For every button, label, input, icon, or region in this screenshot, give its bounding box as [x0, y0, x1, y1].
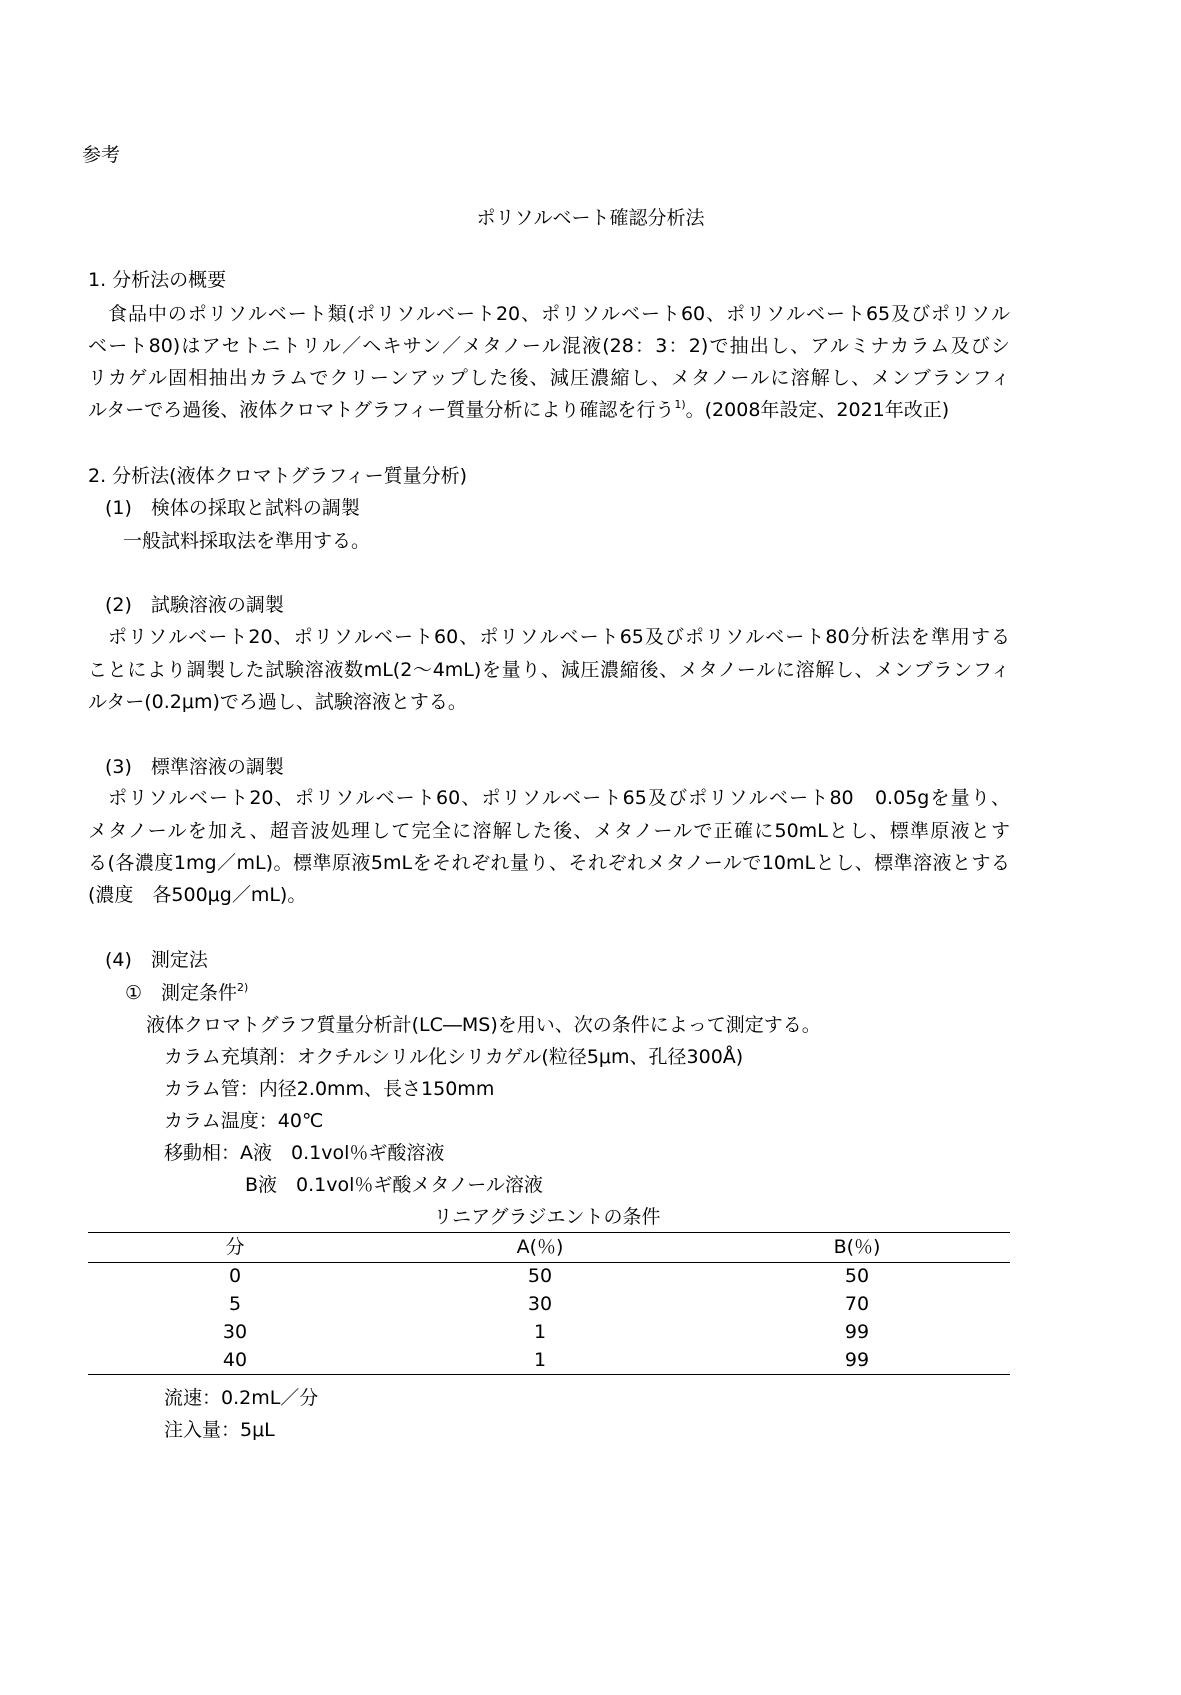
table-cell: 99 — [844, 1321, 870, 1343]
table-cell: 1 — [533, 1321, 547, 1343]
table-bottom-rule — [88, 1374, 1010, 1375]
section1-heading: 1. 分析法の概要 — [88, 269, 227, 291]
table-cell: 30 — [222, 1321, 248, 1343]
table-cell: 99 — [844, 1349, 870, 1371]
table-top-rule — [88, 1232, 1010, 1233]
item1-heading — [125, 981, 248, 1005]
paragraph-line: る(各濃度1mg／mL)。標準原液5mLをそれぞれ量り、それぞれメタノールで10mLとし、標準溶液とする — [88, 852, 1010, 874]
flow-rate: 流速：0.2mL／分 — [164, 1387, 319, 1409]
table-header: A(％) — [516, 1236, 564, 1258]
sub3-heading: (3) 標準溶液の調製 — [105, 756, 284, 778]
paragraph-line: 食品中のポリソルベート類(ポリソルベート20、ポリソルベート60、ポリソルベート65及びポリソル — [88, 303, 1010, 325]
table-header: B(％) — [833, 1236, 881, 1258]
condition-line: B液 0.1vol％ギ酸メタノール溶液 — [245, 1174, 543, 1196]
footnote-ref: 1) — [674, 398, 686, 411]
table-caption: リニアグラジエントの条件 — [433, 1206, 661, 1228]
text: ルターでろ過後、液体クロマトグラフィー質量分析により確認を行う — [88, 399, 675, 421]
intro-text: 液体クロマトグラフ質量分析計(LC―MS)を用い、次の条件によって測定する。 — [146, 1014, 821, 1036]
condition-line: カラム温度：40℃ — [164, 1110, 324, 1132]
paragraph-line: ポリソルベート20、ポリソルベート60、ポリソルベート65及びポリソルベート80 0.05gを量り、 — [88, 787, 1010, 809]
table-cell: 30 — [527, 1293, 553, 1315]
table-cell: 40 — [222, 1349, 248, 1371]
injection-volume: 注入量：5μL — [164, 1419, 275, 1441]
sub4-heading: (4) 測定法 — [105, 949, 208, 971]
section2-heading: 2. 分析法(液体クロマトグラフィー質量分析) — [88, 465, 468, 487]
condition-line: カラム充填剤：オクチルシリル化シリカゲル(粒径5μm、孔径300Å) — [164, 1046, 744, 1068]
header-label: 参考 — [82, 144, 121, 166]
document-title: ポリソルベート確認分析法 — [476, 207, 705, 229]
sub2-heading: (2) 試験溶液の調製 — [105, 594, 284, 616]
table-cell: 50 — [527, 1265, 553, 1287]
paragraph-line: ルター(0.2μm)でろ過し、試験溶液とする。 — [88, 691, 467, 713]
condition-line: 移動相：A液 0.1vol％ギ酸溶液 — [164, 1142, 445, 1164]
paragraph-line: リカゲル固相抽出カラムでクリーンアップした後、減圧濃縮し、メタノールに溶解し、メンブランフィ — [88, 367, 1010, 389]
text: ① 測定条件 — [125, 982, 238, 1004]
paragraph-line — [88, 398, 949, 422]
table-cell: 50 — [844, 1265, 870, 1287]
paragraph-line: ことにより調製した試験溶液数mL(2～4mL)を量り、減圧濃縮後、メタノールに溶解し、メンブランフィ — [88, 659, 1010, 681]
text: 。(2008年設定、2021年改正) — [685, 399, 950, 421]
table-cell: 70 — [844, 1293, 870, 1315]
table-cell: 0 — [228, 1265, 242, 1287]
table-cell: 5 — [228, 1293, 242, 1315]
paragraph-line: ベート80)はアセトニトリル／ヘキサン／メタノール混液(28：3：2)で抽出し、アルミナカラム及びシ — [88, 335, 1010, 357]
condition-line: カラム管：内径2.0mm、長さ150mm — [164, 1078, 495, 1100]
paragraph-line: (濃度 各500μg／mL)。 — [88, 884, 307, 906]
sub1-text: 一般試料採取法を準用する。 — [123, 530, 371, 552]
table-cell: 1 — [533, 1349, 547, 1371]
footnote-ref: 2) — [237, 981, 249, 994]
paragraph-line: ポリソルベート20、ポリソルベート60、ポリソルベート65及びポリソルベート80分析法を準用する — [88, 626, 1010, 648]
table-header-rule — [88, 1262, 1010, 1263]
paragraph-line: メタノールを加え、超音波処理して完全に溶解した後、メタノールで正確に50mLとし、標準原液とす — [88, 820, 1010, 842]
table-header: 分 — [225, 1236, 245, 1258]
sub1-heading: (1) 検体の採取と試料の調製 — [105, 497, 360, 519]
